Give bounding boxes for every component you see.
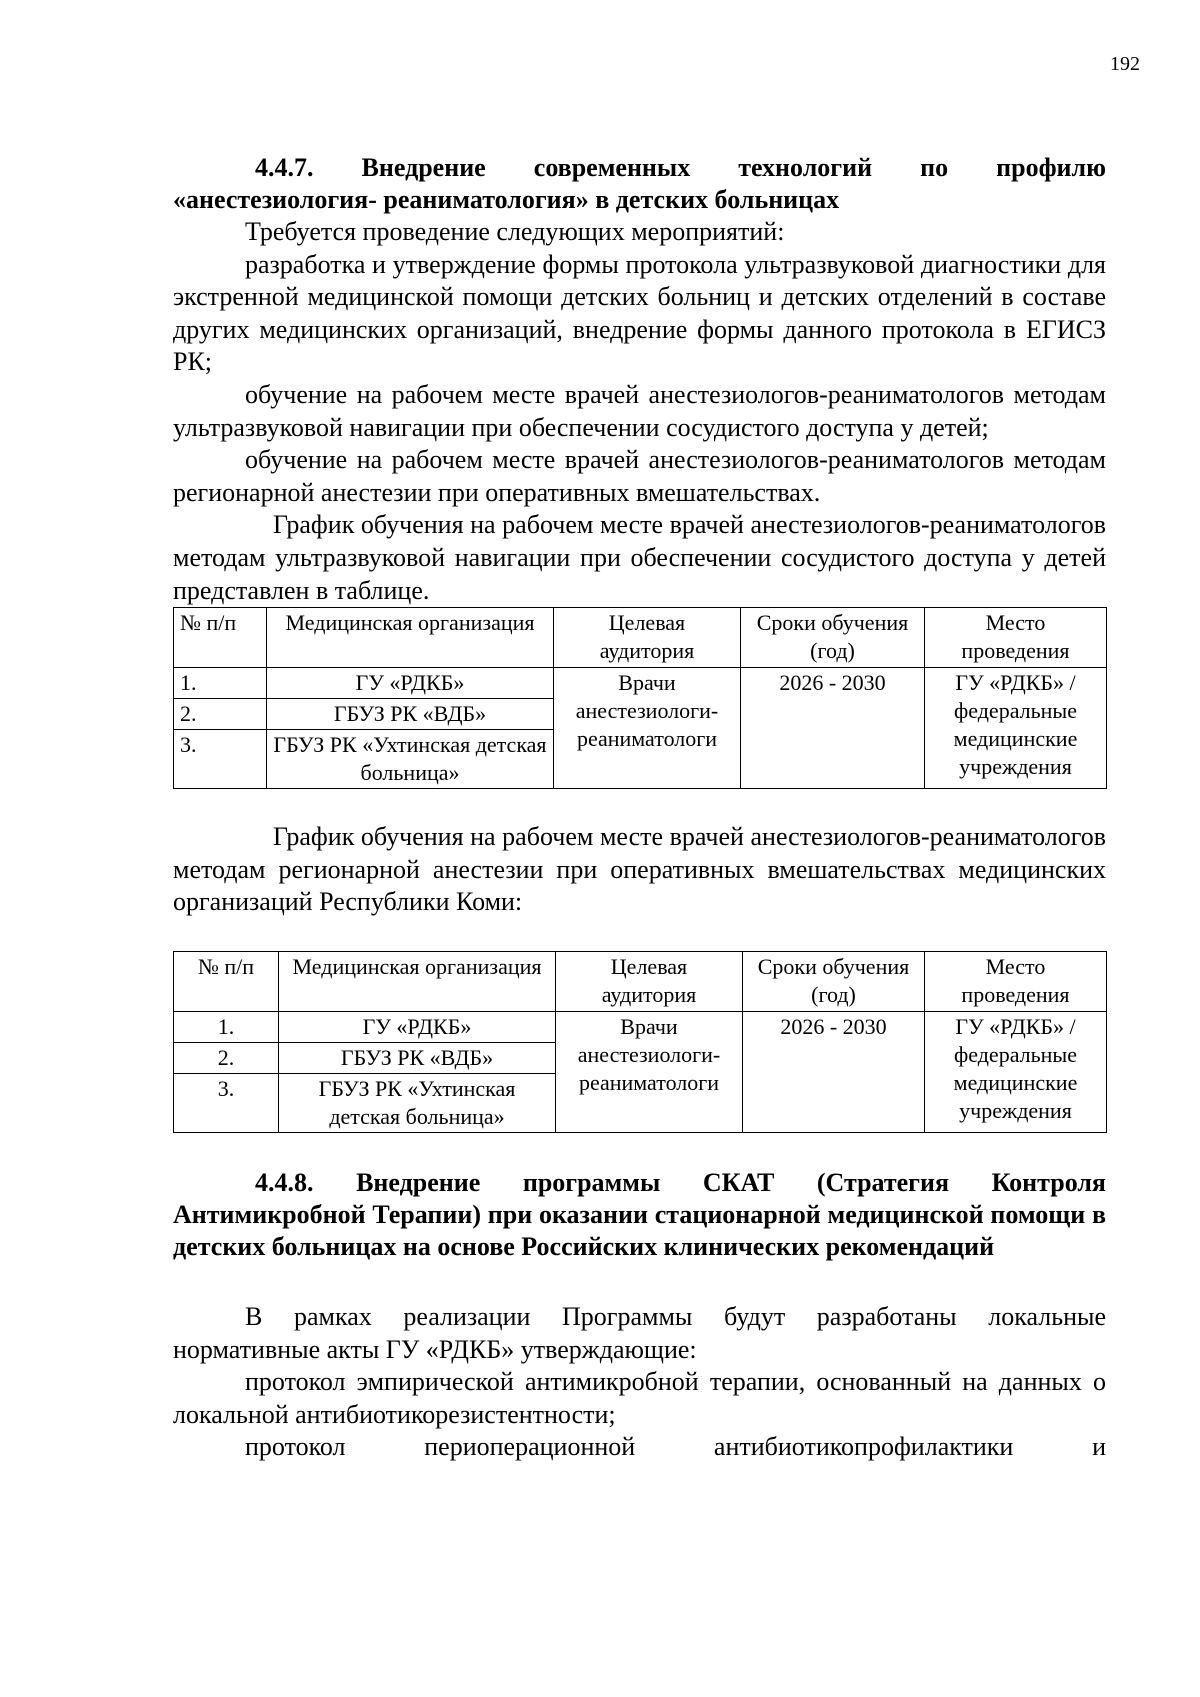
header-audience: Целевая аудитория: [554, 608, 741, 668]
cell-place: ГУ «РДКБ» / федеральные медицинские учреждения: [925, 1011, 1107, 1132]
training-table-ultrasound: [173, 607, 1107, 789]
cell-place: ГУ «РДКБ» / федеральные медицинские учреждения: [925, 668, 1107, 789]
cell-period: 2026 - 2030: [743, 1011, 925, 1132]
header-period: Сроки обучения (год): [741, 608, 925, 668]
row-num: 2.: [174, 1042, 279, 1073]
paragraph: протокол эмпирической антимикробной терапии, основанный на данных о локальной антибиотикорезистентности;: [173, 1367, 1106, 1429]
row-org: ГБУЗ РК «Ухтинская детская больница»: [279, 1073, 556, 1132]
row-num: 3.: [174, 730, 267, 789]
table-row: [174, 1011, 1107, 1042]
section-heading-4-4-8: 4.4.8. Внедрение программы СКАТ (Стратегия Контроля Антимикробной Терапии) при оказании стационарной медицинской помощи в детских больницах на основе Российских клинических рекомендаций: [173, 1167, 1106, 1261]
header-org: Медицинская организация: [267, 608, 554, 668]
paragraph: График обучения на рабочем месте врачей анестезиологов-реаниматологов методам регионарной анестезии при оперативных вмешательствах медицинских организаций Республики Коми:: [173, 822, 1106, 917]
row-org: ГБУЗ РК «Ухтинская детская больница»: [267, 730, 554, 789]
paragraph: Требуется проведение следующих мероприятий:: [245, 217, 785, 246]
header-audience: Целевая аудитория: [556, 951, 743, 1011]
cell-audience: Врачи анестезиологи-реаниматологи: [556, 1011, 743, 1132]
row-org: ГУ «РДКБ»: [267, 668, 554, 699]
paragraph: обучение на рабочем месте врачей анестезиологов-реаниматологов методам регионарной анестезии при оперативных вмешательствах.: [173, 445, 1106, 507]
paragraph: обучение на рабочем месте врачей анестезиологов-реаниматологов методам ультразвуковой навигации при обеспечении сосудистого доступа у детей;: [173, 379, 1106, 442]
header-period: Сроки обучения (год): [743, 951, 925, 1011]
cell-audience: Врачи анестезиологи-реаниматологи: [554, 668, 741, 789]
paragraph: разработка и утверждение формы протокола ультразвуковой диагностики для экстренной медицинской помощи детских больниц и детских отделений в составе других медицинских организаций, внедрение формы данного протокола в ЕГИСЗ РК;: [173, 249, 1106, 377]
header-num: № п/п: [174, 608, 267, 668]
row-org: ГБУЗ РК «ВДБ»: [279, 1042, 556, 1073]
header-place: Место проведения: [925, 608, 1107, 668]
header-org: Медицинская организация: [279, 951, 556, 1011]
paragraph: протокол периоперационной антибиотикопрофилактики и: [245, 1432, 1106, 1462]
cell-period: 2026 - 2030: [741, 668, 925, 789]
document-body: [173, 152, 1106, 1464]
table-header-row: [174, 608, 1107, 668]
row-org: ГУ «РДКБ»: [279, 1011, 556, 1042]
training-table-regional-anesthesia: [173, 951, 1107, 1133]
header-place: Место проведения: [925, 951, 1107, 1011]
section-heading-4-4-7: 4.4.7. Внедрение современных технологий по профилю «анестезиология- реаниматология» в детских больницах: [173, 153, 1106, 214]
row-num: 1.: [174, 668, 267, 699]
page-number: 192: [1110, 53, 1140, 75]
paragraph: В рамках реализации Программы будут разработаны локальные нормативные акты ГУ «РДКБ» утверждающие:: [173, 1301, 1106, 1364]
header-num: № п/п: [174, 951, 279, 1011]
row-num: 2.: [174, 699, 267, 730]
row-num: 1.: [174, 1011, 279, 1042]
table-header-row: [174, 951, 1107, 1011]
row-num: 3.: [174, 1073, 279, 1132]
table-row: [174, 668, 1107, 699]
paragraph: График обучения на рабочем месте врачей анестезиологов-реаниматологов методам ультразвуковой навигации при обеспечении сосудистого доступа у детей представлен в таблице.: [173, 510, 1106, 605]
row-org: ГБУЗ РК «ВДБ»: [267, 699, 554, 730]
